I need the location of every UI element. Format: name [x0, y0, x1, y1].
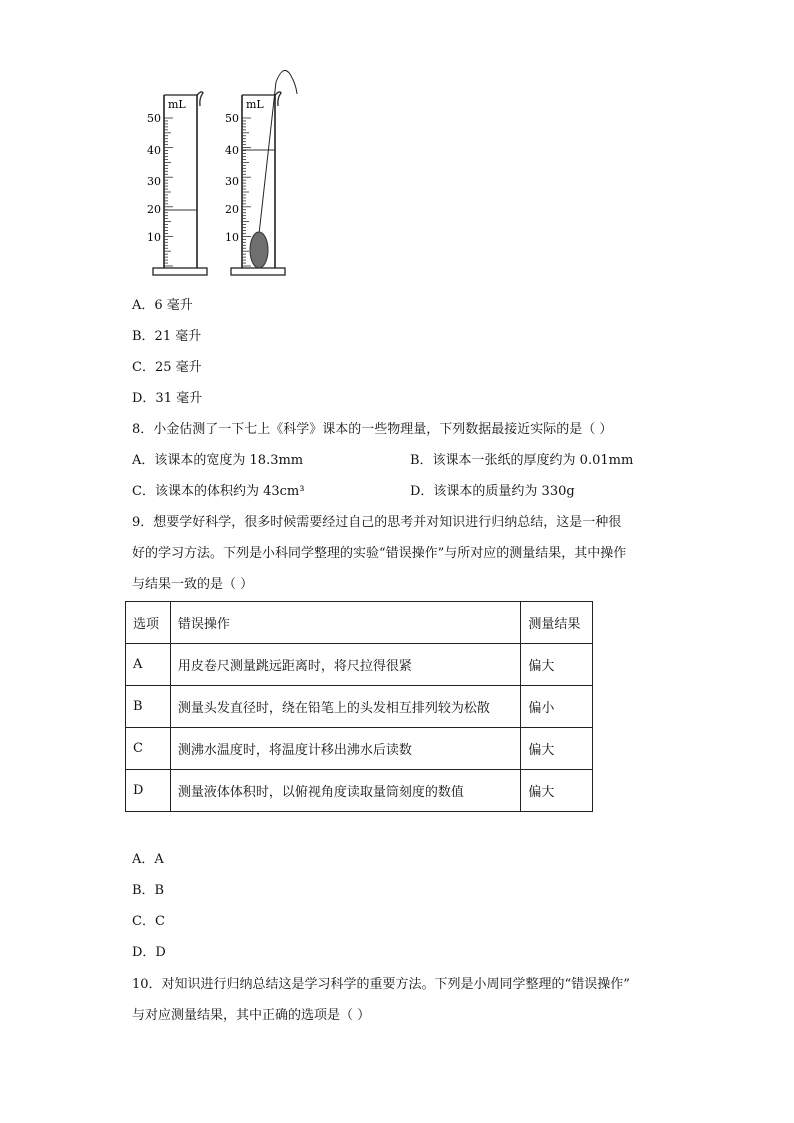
q8-stem: 8．小金估测了一下七上《科学》课本的一些物理量，下列数据最接近实际的是（ ）: [132, 422, 613, 437]
table-cell: 测量头发直径时，绕在铅笔上的头发相互排列较为松散: [170, 686, 521, 728]
q9-stem-line-2: 好的学习方法。下列是小科同学整理的实验“错误操作”与所对应的测量结果，其中操作: [132, 546, 627, 561]
scale-label: 50: [147, 112, 161, 125]
table-cell: 偏大: [521, 728, 593, 770]
table-cell: C: [126, 728, 171, 770]
q9-table: [125, 601, 593, 812]
q9-stem-line-1: 9．想要学好科学，很多时候需要经过自己的思考并对知识进行归纳总结，这是一种很: [132, 515, 622, 530]
table-row: [126, 770, 593, 812]
scale-label: 40: [225, 144, 239, 157]
q9-option-b: B．B: [132, 883, 165, 898]
table-cell: 用皮卷尺测量跳远距离时，将尺拉得很紧: [170, 644, 521, 686]
table-cell: D: [126, 770, 171, 812]
q7-option-c: C．25 毫升: [132, 360, 202, 375]
cylinder-right-unit: mL: [246, 98, 264, 111]
table-cell: 测量液体体积时，以俯视角度读取量筒刻度的数值: [170, 770, 521, 812]
table-cell: 偏小: [521, 686, 593, 728]
q9-option-d: D．D: [132, 945, 166, 960]
table-row: [126, 686, 593, 728]
q9-option-a: A．A: [132, 852, 164, 867]
table-header-cell: 测量结果: [521, 602, 593, 644]
scale-label: 10: [225, 231, 239, 244]
q7-option-d: D．31 毫升: [132, 391, 203, 406]
cylinder-right-scale-labels: [225, 112, 239, 244]
q8-option-b: B．该课本一张纸的厚度约为 0.01mm: [410, 453, 634, 468]
scale-label: 40: [147, 144, 161, 157]
cylinder-left-unit: mL: [168, 98, 186, 111]
scale-label: 20: [225, 203, 239, 216]
q10-stem-line-1: 10．对知识进行归纳总结这是学习科学的重要方法。下列是小周同学整理的“错误操作”: [132, 977, 630, 992]
scale-label: 10: [147, 231, 161, 244]
table-cell: 偏大: [521, 644, 593, 686]
scale-label: 30: [225, 175, 239, 188]
q7-option-a: A．6 毫升: [132, 298, 193, 313]
table-header-row: [126, 602, 593, 644]
table-header-cell: 错误操作: [170, 602, 521, 644]
immersed-stone: [250, 232, 268, 268]
table-cell: A: [126, 644, 171, 686]
q7-option-b: B．21 毫升: [132, 329, 202, 344]
table-cell: B: [126, 686, 171, 728]
scale-label: 30: [147, 175, 161, 188]
cylinder-left-scale-labels: [147, 112, 161, 244]
table-row: [126, 728, 593, 770]
table-row: [126, 644, 593, 686]
q8-option-a: A．该课本的宽度为 18.3mm: [132, 453, 304, 468]
q8-option-d: D．该课本的质量约为 330g: [410, 484, 575, 499]
scale-label: 50: [225, 112, 239, 125]
table-header-cell: 选项: [126, 602, 171, 644]
graduated-cylinders-figure: [140, 62, 310, 280]
scale-label: 20: [147, 203, 161, 216]
q9-option-c: C．C: [132, 914, 165, 929]
cylinder-left: [147, 92, 207, 275]
table-cell: 测沸水温度时，将温度计移出沸水后读数: [170, 728, 521, 770]
q8-option-c: C．该课本的体积约为 43cm³: [132, 484, 305, 499]
q9-stem-line-3: 与结果一致的是（ ）: [132, 577, 254, 592]
cylinder-right: [225, 70, 297, 275]
table-cell: 偏大: [521, 770, 593, 812]
q10-stem-line-2: 与对应测量结果，其中正确的选项是（ ）: [132, 1008, 371, 1023]
